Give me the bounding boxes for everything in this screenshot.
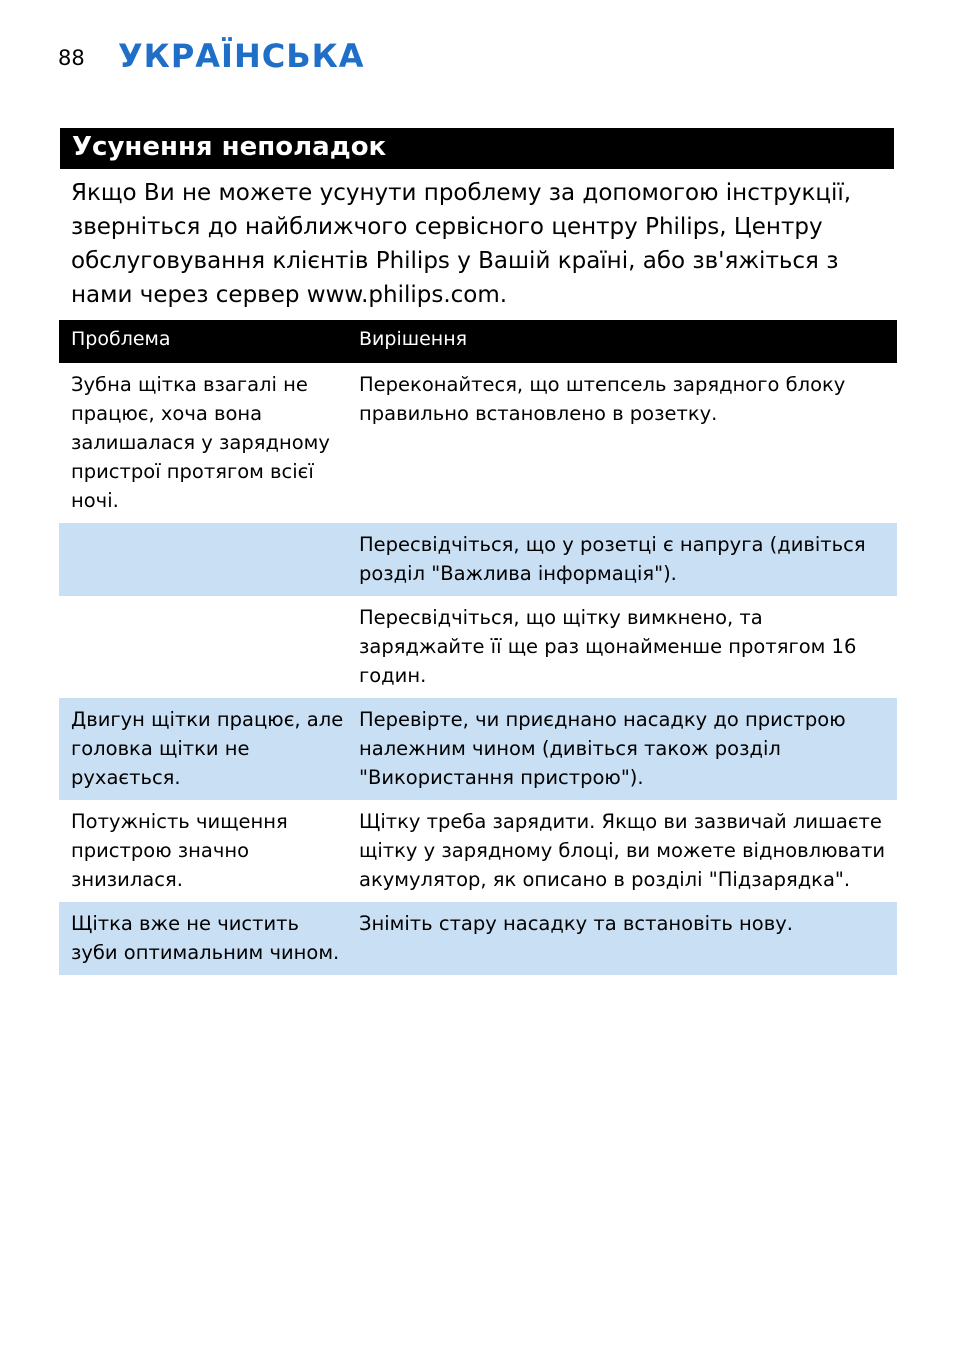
table-row [59,523,897,596]
section-heading-bar [60,128,894,169]
language-heading: УКРАЇНСЬКА [118,37,365,75]
problem-cell: Двигун щітки працює, але головка щітки не рухається. [59,698,353,800]
problem-cell: Щітка вже не чистить зуби оптимальним чином. [59,902,353,975]
problem-cell [59,596,353,698]
table-header-row [59,320,897,363]
table-row [59,698,897,800]
solution-column-header: Вирішення [353,320,897,363]
table-row [59,596,897,698]
table-row [59,363,897,523]
solution-cell: Зніміть стару насадку та встановіть нову. [353,902,897,975]
solution-cell: Переконайтеся, що штепсель зарядного блоку правильно встановлено в розетку. [359,373,846,425]
solution-cell: Пересвідчіться, що у розетці є напруга (дивіться розділ "Важлива інформація"). [353,523,897,596]
problem-column-header: Проблема [59,320,353,363]
problem-cell: Потужність чищення пристрою значно знизилася. [71,810,288,891]
table-row [59,800,897,902]
solution-cell: Пересвідчіться, що щітку вимкнено, та заряджайте її ще раз щонайменше протягом 16 годин. [359,606,857,687]
problem-cell [59,523,353,596]
problem-cell: Зубна щітка взагалі не працює, хоча вона залишалася у зарядному пристрої протягом всієї ночі. [71,373,330,512]
page-number: 88 [58,46,85,70]
solution-cell: Щітку треба зарядити. Якщо ви зазвичай лишаєте щітку у зарядному блоці, ви можете відновлювати акумулятор, як описано в розділі "Підзарядка". [359,810,885,891]
intro-paragraph: Якщо Ви не можете усунути проблему за допомогою інструкції, зверніться до найближчого сервісного центру Philips, Центру обслуговування клієнтів Philips у Вашій країні, або зв'яжіться з нами через сервер www.philips.com. [71,180,852,308]
table-row [59,902,897,975]
troubleshooting-table [59,320,897,975]
section-title: Усунення неполадок [72,132,387,162]
solution-cell: Перевірте, чи приєднано насадку до пристрою належним чином (дивіться також розділ "Використання пристрою"). [353,698,897,800]
